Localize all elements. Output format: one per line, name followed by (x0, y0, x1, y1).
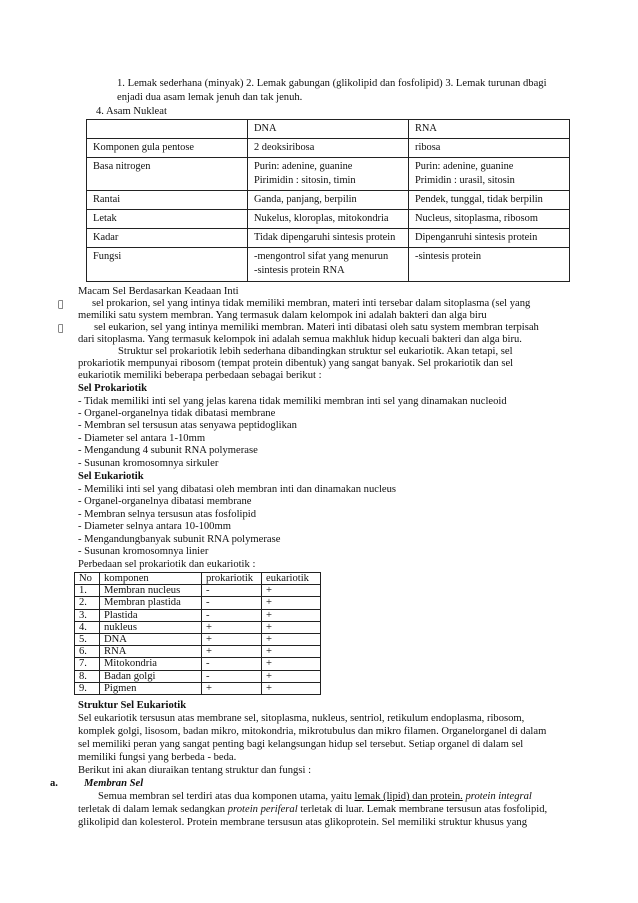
table-cell: Membran plastida (100, 597, 202, 609)
table-cell (248, 158, 409, 191)
dna-rna-table (86, 119, 570, 282)
table-row (75, 634, 321, 646)
prokaryotic-item: - Membran sel tersusun atas senyawa peptidoglikan (78, 420, 297, 431)
table-header-cell: eukariotik (262, 573, 321, 585)
table-cell: + (262, 682, 321, 694)
eukaryotic-item: - Organel-organelnya dibatasi membrane (78, 496, 252, 507)
table-cell: nukleus (100, 621, 202, 633)
eukaryotic-heading (78, 471, 144, 483)
membrane-para-line-1 (98, 791, 532, 803)
cell-line: Purin: adenine, guanine (415, 161, 514, 172)
lipid-types-line-2: enjadi dua asam lemak jenuh dan tak jenuh. (117, 92, 303, 103)
table-cell: + (202, 646, 262, 658)
table-cell (248, 248, 409, 282)
table-cell: + (262, 609, 321, 621)
lipid-protein-underlined: lemak (lipid) dan protein. (354, 791, 463, 802)
eukaryotic-para-line: Berikut ini akan diuraikan tentang struktur dan fungsi : (78, 765, 312, 776)
eukarion-line-1: sel eukarion, sel yang intinya memiliki membran. Materi inti dibatasi oleh satu system membran terpisah (94, 322, 539, 333)
table-cell: + (262, 634, 321, 646)
table-cell (409, 158, 570, 191)
table-cell: 2. (75, 597, 100, 609)
table-row (75, 609, 321, 621)
table-cell: 7. (75, 658, 100, 670)
table-row (75, 658, 321, 670)
table-cell: ribosa (409, 139, 570, 158)
bullet-icon (58, 299, 63, 311)
cell-line: Purin: adenine, guanine (254, 161, 353, 172)
table-cell: + (262, 658, 321, 670)
prokaryotic-heading (78, 383, 147, 395)
table-header-cell: DNA (248, 120, 409, 139)
eukaryotic-item: - Mengandungbanyak subunit RNA polymerase (78, 534, 281, 545)
table-cell: Nucleus, sitoplasma, ribosom (409, 210, 570, 229)
table-cell: + (262, 670, 321, 682)
table-cell: Kadar (87, 229, 248, 248)
eukaryotic-item: - Membran selnya tersusun atas fosfolipid (78, 509, 256, 520)
table-cell: 1. (75, 585, 100, 597)
table-cell: + (202, 682, 262, 694)
cell-line: -mengontrol sifat yang menurun (254, 251, 389, 262)
prokarion-line-2: memiliki satu system membran. Yang termasuk dalam kelompok ini adalah bakteri dan alga biru (78, 310, 487, 321)
eukaryotic-item: - Diameter selnya antara 10-100mm (78, 521, 231, 532)
table-cell: - (202, 609, 262, 621)
table-cell: 2 deoksiribosa (248, 139, 409, 158)
table-cell: Mitokondria (100, 658, 202, 670)
prokaryotic-item: - Organel-organelnya tidak dibatasi membrane (78, 408, 276, 419)
table-row (75, 646, 321, 658)
item-4-nucleic-acid: 4. Asam Nukleat (96, 106, 167, 117)
table-cell: 4. (75, 621, 100, 633)
table-header-row (75, 573, 321, 585)
structure-para-line-1: Struktur sel prokariotik lebih sederhana dibandingkan struktur sel eukariotik. Akan tetapi, sel (118, 346, 513, 357)
peripheral-protein-italic: protein periferal (227, 804, 298, 815)
table-cell: 3. (75, 609, 100, 621)
eukaryotic-para-line: memiliki fungsi yang berbeda - beda. (78, 752, 237, 763)
table-cell: Dipenganruhi sintesis protein (409, 229, 570, 248)
structure-para-line-2: prokariotik mempunyai ribosom (tempat protein dibentuk) yang sangat banyak. Sel prokariotik dan sel (78, 358, 514, 369)
table-cell: Ganda, panjang, berpilin (248, 191, 409, 210)
table-cell (409, 248, 570, 282)
table-cell: + (202, 634, 262, 646)
table-cell: RNA (100, 646, 202, 658)
prokarion-line-1: sel prokarion, sel yang intinya tidak memiliki membran, materi inti tersebar dalam sitoplasma (sel yang (92, 298, 531, 309)
prokaryotic-item: - Tidak memiliki inti sel yang jelas karena tidak memiliki membran inti sel yang dinamakan nucleoid (78, 396, 507, 407)
membrane-para-line-2 (78, 804, 547, 816)
list-marker-a (50, 778, 58, 790)
table-cell: 5. (75, 634, 100, 646)
table-cell: Pendek, tunggal, tidak berpilin (409, 191, 570, 210)
table-cell: - (202, 670, 262, 682)
membrane-heading-text: Membran Sel (84, 778, 144, 789)
membrane-text: terletak di luar. Lemak membrane tersusun atas fosfolipid, (297, 804, 548, 815)
table-cell: Tidak dipengaruhi sintesis protein (248, 229, 409, 248)
table-cell: - (202, 658, 262, 670)
eukaryotic-structure-heading-text: Struktur Sel Eukariotik (78, 700, 187, 711)
table-cell: 9. (75, 682, 100, 694)
cell-line: -sintesis protein RNA (254, 265, 345, 276)
table-header-cell: prokariotik (202, 573, 262, 585)
prokaryotic-item: - Diameter sel antara 1-10mm (78, 433, 206, 444)
table-cell: + (202, 621, 262, 633)
prokaryotic-heading-text: Sel Prokariotik (78, 383, 147, 394)
table-row (87, 210, 570, 229)
table-cell (87, 120, 248, 139)
table-cell: Badan golgi (100, 670, 202, 682)
membrane-text: Semua membran sel terdiri atas dua komponen utama, yaitu (98, 791, 355, 802)
table-row (87, 229, 570, 248)
cell-line: Basa nitrogen (93, 161, 151, 172)
table-cell: Plastida (100, 609, 202, 621)
table-cell: DNA (100, 634, 202, 646)
table-header-row (87, 120, 570, 139)
eukaryotic-item: - Memiliki inti sel yang dibatasi oleh membran inti dan dinamakan nucleus (78, 484, 397, 495)
table-cell: Letak (87, 210, 248, 229)
table-cell: + (262, 646, 321, 658)
table-row (87, 158, 570, 191)
bullet-icon (58, 323, 63, 335)
eukaryotic-item: - Susunan kromosomnya linier (78, 546, 209, 557)
membrane-heading (84, 778, 143, 790)
table-row (75, 597, 321, 609)
table-cell: Nukelus, kloroplas, mitokondria (248, 210, 409, 229)
table-row (75, 585, 321, 597)
eukaryotic-para-line: komplek golgi, lisosom, badan mikro, mitokondria, mikrotubulus dan mikro filamen. Organelorganel di dalam (78, 726, 547, 737)
table-header-cell: komponen (100, 573, 202, 585)
table-row (87, 139, 570, 158)
table-row (75, 682, 321, 694)
integral-protein-italic: protein integral (462, 791, 532, 802)
table-cell: Pigmen (100, 682, 202, 694)
table-cell: Membran nucleus (100, 585, 202, 597)
prokaryotic-item: - Susunan kromosomnya sirkuler (78, 458, 219, 469)
eukaryotic-heading-text: Sel Eukariotik (78, 471, 144, 482)
lipid-types-line-1: 1. Lemak sederhana (minyak) 2. Lemak gabungan (glikolipid dan fosfolipid) 3. Lemak turunan dbagi (117, 78, 547, 89)
table-cell: - (202, 597, 262, 609)
table-row (75, 621, 321, 633)
cell-line: Primidin : urasil, sitosin (415, 175, 515, 186)
cell-types-heading: Macam Sel Berdasarkan Keadaan Inti (78, 286, 239, 297)
table-cell: + (262, 621, 321, 633)
cell-line: -sintesis protein (415, 251, 482, 262)
table-header-cell: RNA (409, 120, 570, 139)
table-row (87, 248, 570, 282)
table-row (87, 191, 570, 210)
eukaryotic-structure-heading (78, 700, 186, 712)
table-cell: 8. (75, 670, 100, 682)
table-cell (87, 248, 248, 282)
table-cell: - (202, 585, 262, 597)
pro-eu-comparison-table (74, 572, 321, 695)
list-marker-a-text: a. (50, 778, 58, 789)
table-cell (87, 158, 248, 191)
membrane-para-line-3: glikolipid dan kolesterol. Protein membrane tersusun atas glikoprotein. Sel memiliki struktur khusus yang (78, 817, 527, 828)
table-cell: Komponen gula pentose (87, 139, 248, 158)
table-cell: Rantai (87, 191, 248, 210)
eukaryotic-para-line: sel memiliki peran yang sangat penting bagi kelangsungan hidup sel tersebut. Setiap organel di dalam sel (78, 739, 524, 750)
table-cell: 6. (75, 646, 100, 658)
membrane-text: terletak di dalam lemak sedangkan (78, 804, 228, 815)
cell-line: Pirimidin : sitosin, timin (254, 175, 356, 186)
table-cell: + (262, 597, 321, 609)
table-header-cell: No (75, 573, 100, 585)
table-cell: + (262, 585, 321, 597)
comparison-heading: Perbedaan sel prokariotik dan eukariotik : (78, 559, 256, 570)
cell-line: Fungsi (93, 251, 122, 262)
table-row (75, 670, 321, 682)
prokaryotic-item: - Mengandung 4 subunit RNA polymerase (78, 445, 258, 456)
eukarion-line-2: dari sitoplasma. Yang termasuk kelompok ini adalah semua makhluk hidup kecuali bakteri dan alga biru. (78, 334, 522, 345)
structure-para-line-3: eukariotik memiliki beberapa perbedaan sebagai berikut : (78, 370, 322, 381)
eukaryotic-para-line: Sel eukariotik tersusun atas membrane sel, sitoplasma, nukleus, sentriol, retikulum endoplasma, ribosom, (78, 713, 525, 724)
